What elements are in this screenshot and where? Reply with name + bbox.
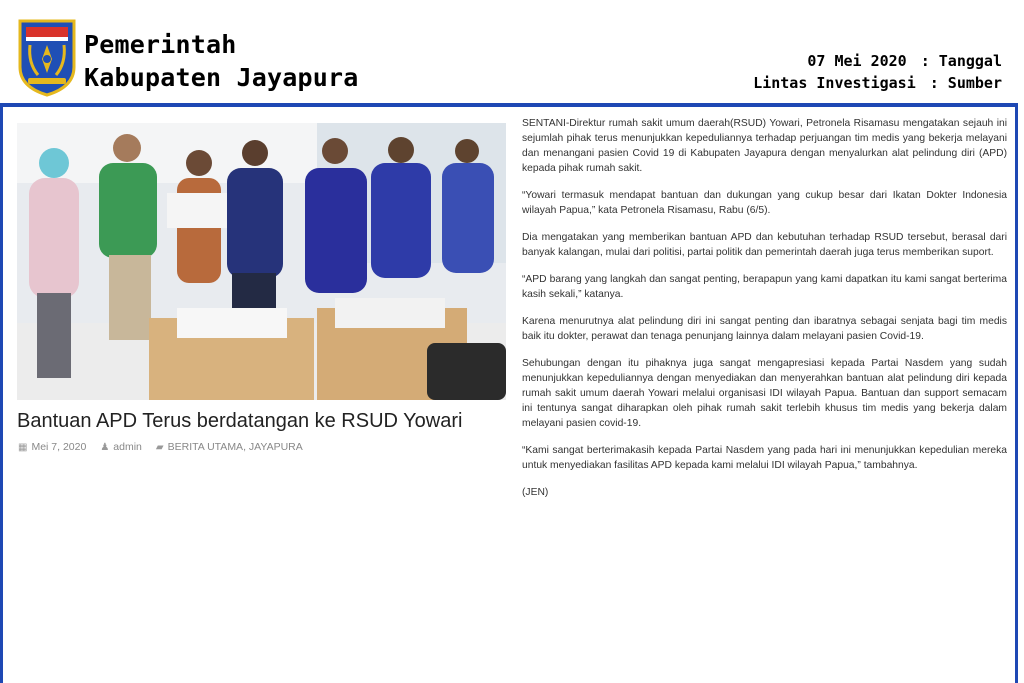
- article-title[interactable]: Bantuan APD Terus berdatangan ke RSUD Yowari: [17, 410, 463, 432]
- article-author-text: admin: [113, 441, 142, 453]
- article-paragraph: (JEN): [522, 487, 549, 498]
- government-title: [84, 28, 359, 94]
- date-label: : Tanggal: [920, 52, 1002, 70]
- article-photo: [17, 123, 506, 400]
- publication-meta: [753, 50, 1002, 94]
- article-date-text: Mei 7, 2020: [31, 441, 87, 453]
- publication-date: 07 Mei 2020: [807, 52, 907, 70]
- regency-emblem-logo: [16, 15, 78, 97]
- page-header: [0, 0, 1024, 103]
- article-paragraph: Dia mengatakan yang memberikan bantuan APD dan kebutuhan terhadap RSUD tersebut, berasal dari banyak kalangan, mulai dari politisi, partai politik dan pemerintah daerah juga terus memberikan suport.: [522, 232, 1007, 258]
- folder-icon: ▰: [155, 441, 164, 453]
- title-line-2: Kabupaten Jayapura: [84, 63, 359, 92]
- title-line-1: Pemerintah: [84, 30, 237, 59]
- article-categories-text: BERITA UTAMA, JAYAPURA: [167, 441, 303, 453]
- article-paragraph: “Kami sangat berterimakasih kepada Partai Nasdem yang pada hari ini menunjukkan kepedulian mereka untuk menyediakan fasilitas APD kepada kami melalui IDI wilayah Papua,” tambahnya.: [522, 445, 1007, 471]
- article-date[interactable]: [18, 441, 86, 453]
- article-meta: [18, 441, 317, 453]
- article-paragraph: “APD barang yang langkah dan sangat penting, berapapun yang kami dapatkan itu kami sangat berterima kasih sekali,” katanya.: [522, 274, 1007, 300]
- article-paragraph: “Yowari termasuk mendapat bantuan dan dukungan yang cukup besar dari Ikatan Dokter Indonesia wilayah Papua,” kata Petronela Risamasu, Rabu (6/5).: [522, 190, 1007, 216]
- user-icon: ♟: [100, 441, 110, 453]
- article-body: [522, 116, 1007, 512]
- article-paragraph: Sehubungan dengan itu pihaknya juga sangat mengapresiasi kepada Partai Nasdem yang sudah menunjukkan kepeduliannya dengan menyediakan dan menyerahkan bantuan alat pelindung diri kepada rumah sakit umum daerah Yowari melalui organisasi IDI wilayah Papua. Bantuan dan support semacam ini tentunya sangat diharapkan oleh pihak rumah sakit terlebih khusus tim medis yang bekerja dalam melayani pasien covid-19.: [522, 358, 1007, 429]
- source-label: : Sumber: [929, 74, 1002, 92]
- article-paragraph: SENTANI-Direktur rumah sakit umum daerah(RSUD) Yowari, Petronela Risamasu mengatakan sejauh ini sejumlah pihak terus menunjukkan kepeduliannya terhadap perjuangan tim medis yang bekerja melayani dan menangani pasien Covid 19 di Kabupaten Jayapura dengan menyalurkan alat pelindung diri (APD) kepada pihak rumah sakit.: [522, 118, 1007, 174]
- article-categories[interactable]: [156, 441, 303, 453]
- publication-source: Lintas Investigasi: [753, 74, 916, 92]
- article-paragraph: Karena menurutnya alat pelindung diri ini sangat penting dan ibaratnya sebagai senjata bagi tim medis baik itu dokter, perawat dan tenaga penunjang lainnya dalam melayani pasien Covid-19.: [522, 316, 1007, 342]
- calendar-icon: ▦: [18, 441, 28, 453]
- article-author[interactable]: [100, 441, 142, 453]
